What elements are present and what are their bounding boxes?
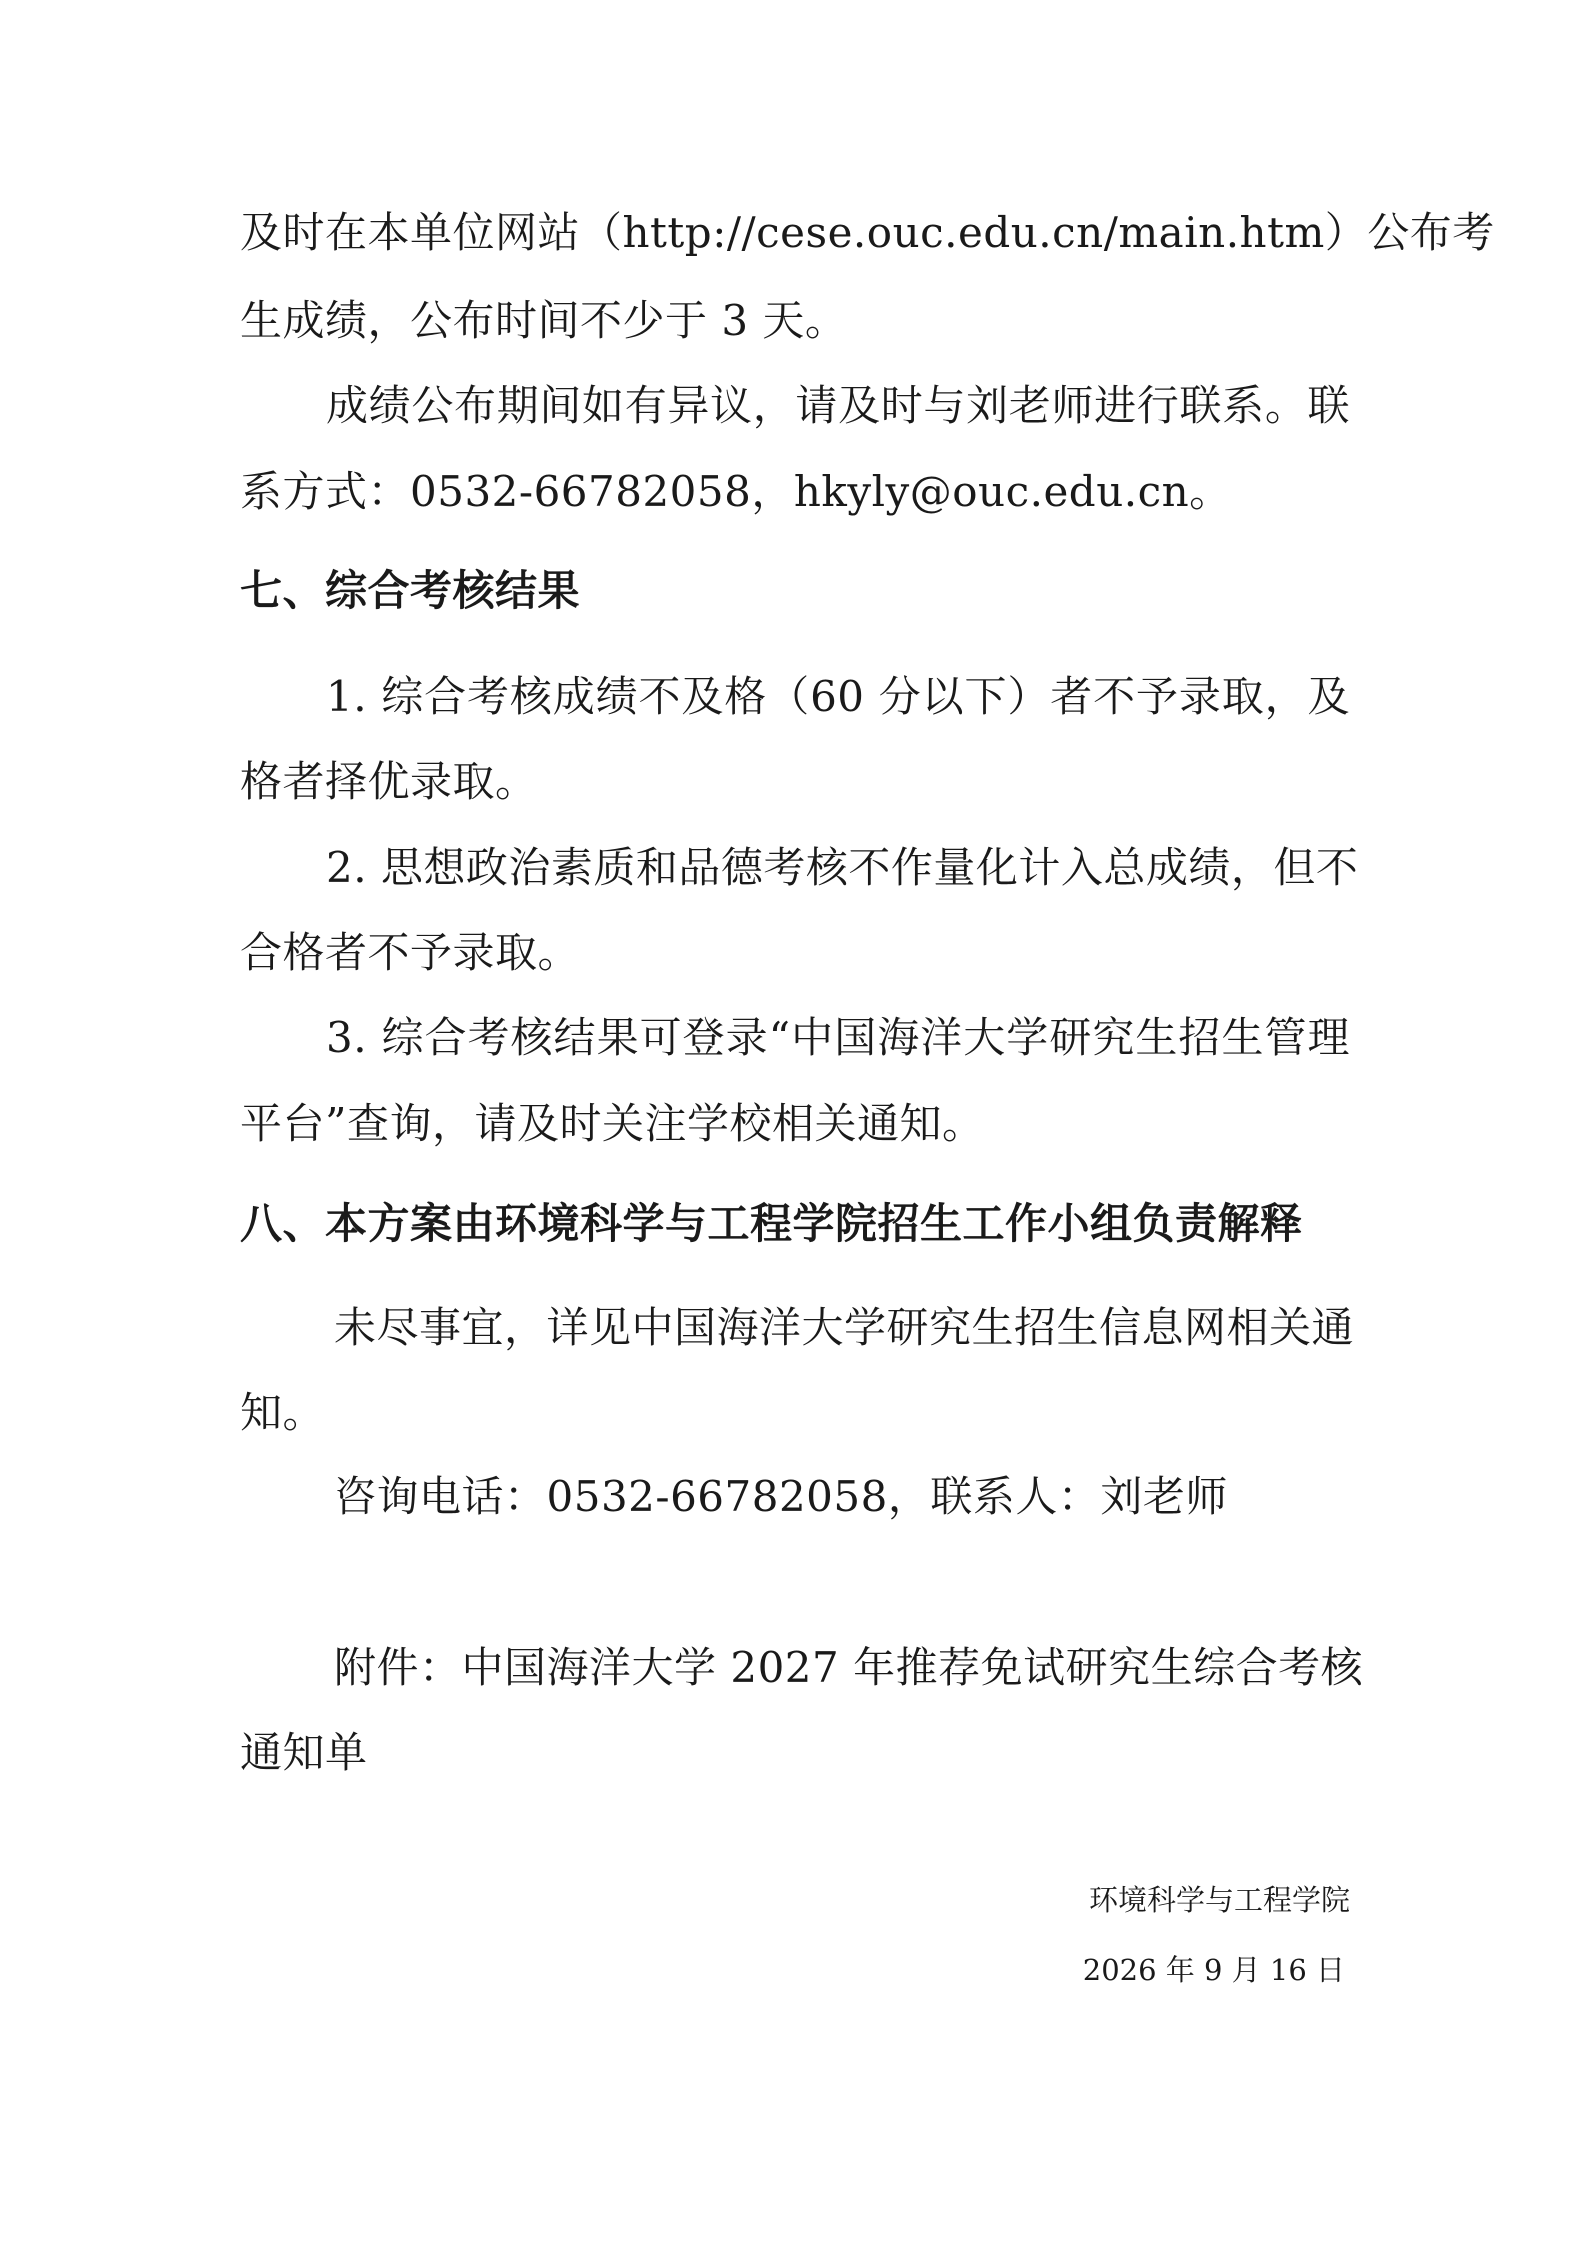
- section-7-item-1-line-1: 1. 综合考核成绩不及格（60 分以下）者不予录取，及: [326, 672, 1350, 721]
- paragraph-objection-line-2: 系方式：0532-66782058，hkyly@ouc.edu.cn。: [240, 467, 1232, 516]
- section-8-note-line-1: 未尽事宜，详见中国海洋大学研究生招生信息网相关通: [334, 1303, 1355, 1352]
- contact-line: 咨询电话：0532-66782058，联系人：刘老师: [334, 1472, 1228, 1521]
- section-8-note-line-2: 知。: [240, 1388, 326, 1437]
- paragraph-publish-line-1: 及时在本单位网站（http://cese.ouc.edu.cn/main.htm）公布考: [240, 208, 1495, 257]
- section-7-item-3-line-2: 平台”查询，请及时关注学校相关通知。: [240, 1099, 985, 1148]
- section-7-item-2-line-1: 2. 思想政治素质和品德考核不作量化计入总成绩，但不: [326, 843, 1359, 892]
- section-7-item-3-line-1: 3. 综合考核结果可登录“中国海洋大学研究生招生管理: [326, 1013, 1350, 1062]
- section-8-heading: 八、本方案由环境科学与工程学院招生工作小组负责解释: [240, 1199, 1303, 1248]
- section-7-item-1-line-2: 格者择优录取。: [240, 757, 538, 806]
- attachment-line-2: 通知单: [240, 1728, 368, 1777]
- attachment-line-1: 附件：中国海洋大学 2027 年推荐免试研究生综合考核: [334, 1643, 1364, 1692]
- section-7-item-2-line-2: 合格者不予录取。: [240, 928, 581, 977]
- signature-date: 2026 年 9 月 16 日: [1082, 1953, 1345, 1987]
- signature-organization: 环境科学与工程学院: [1088, 1883, 1350, 1917]
- paragraph-objection-line-1: 成绩公布期间如有异议，请及时与刘老师进行联系。联: [326, 381, 1350, 430]
- paragraph-publish-line-2: 生成绩，公布时间不少于 3 天。: [240, 296, 848, 345]
- section-7-heading: 七、综合考核结果: [240, 566, 581, 615]
